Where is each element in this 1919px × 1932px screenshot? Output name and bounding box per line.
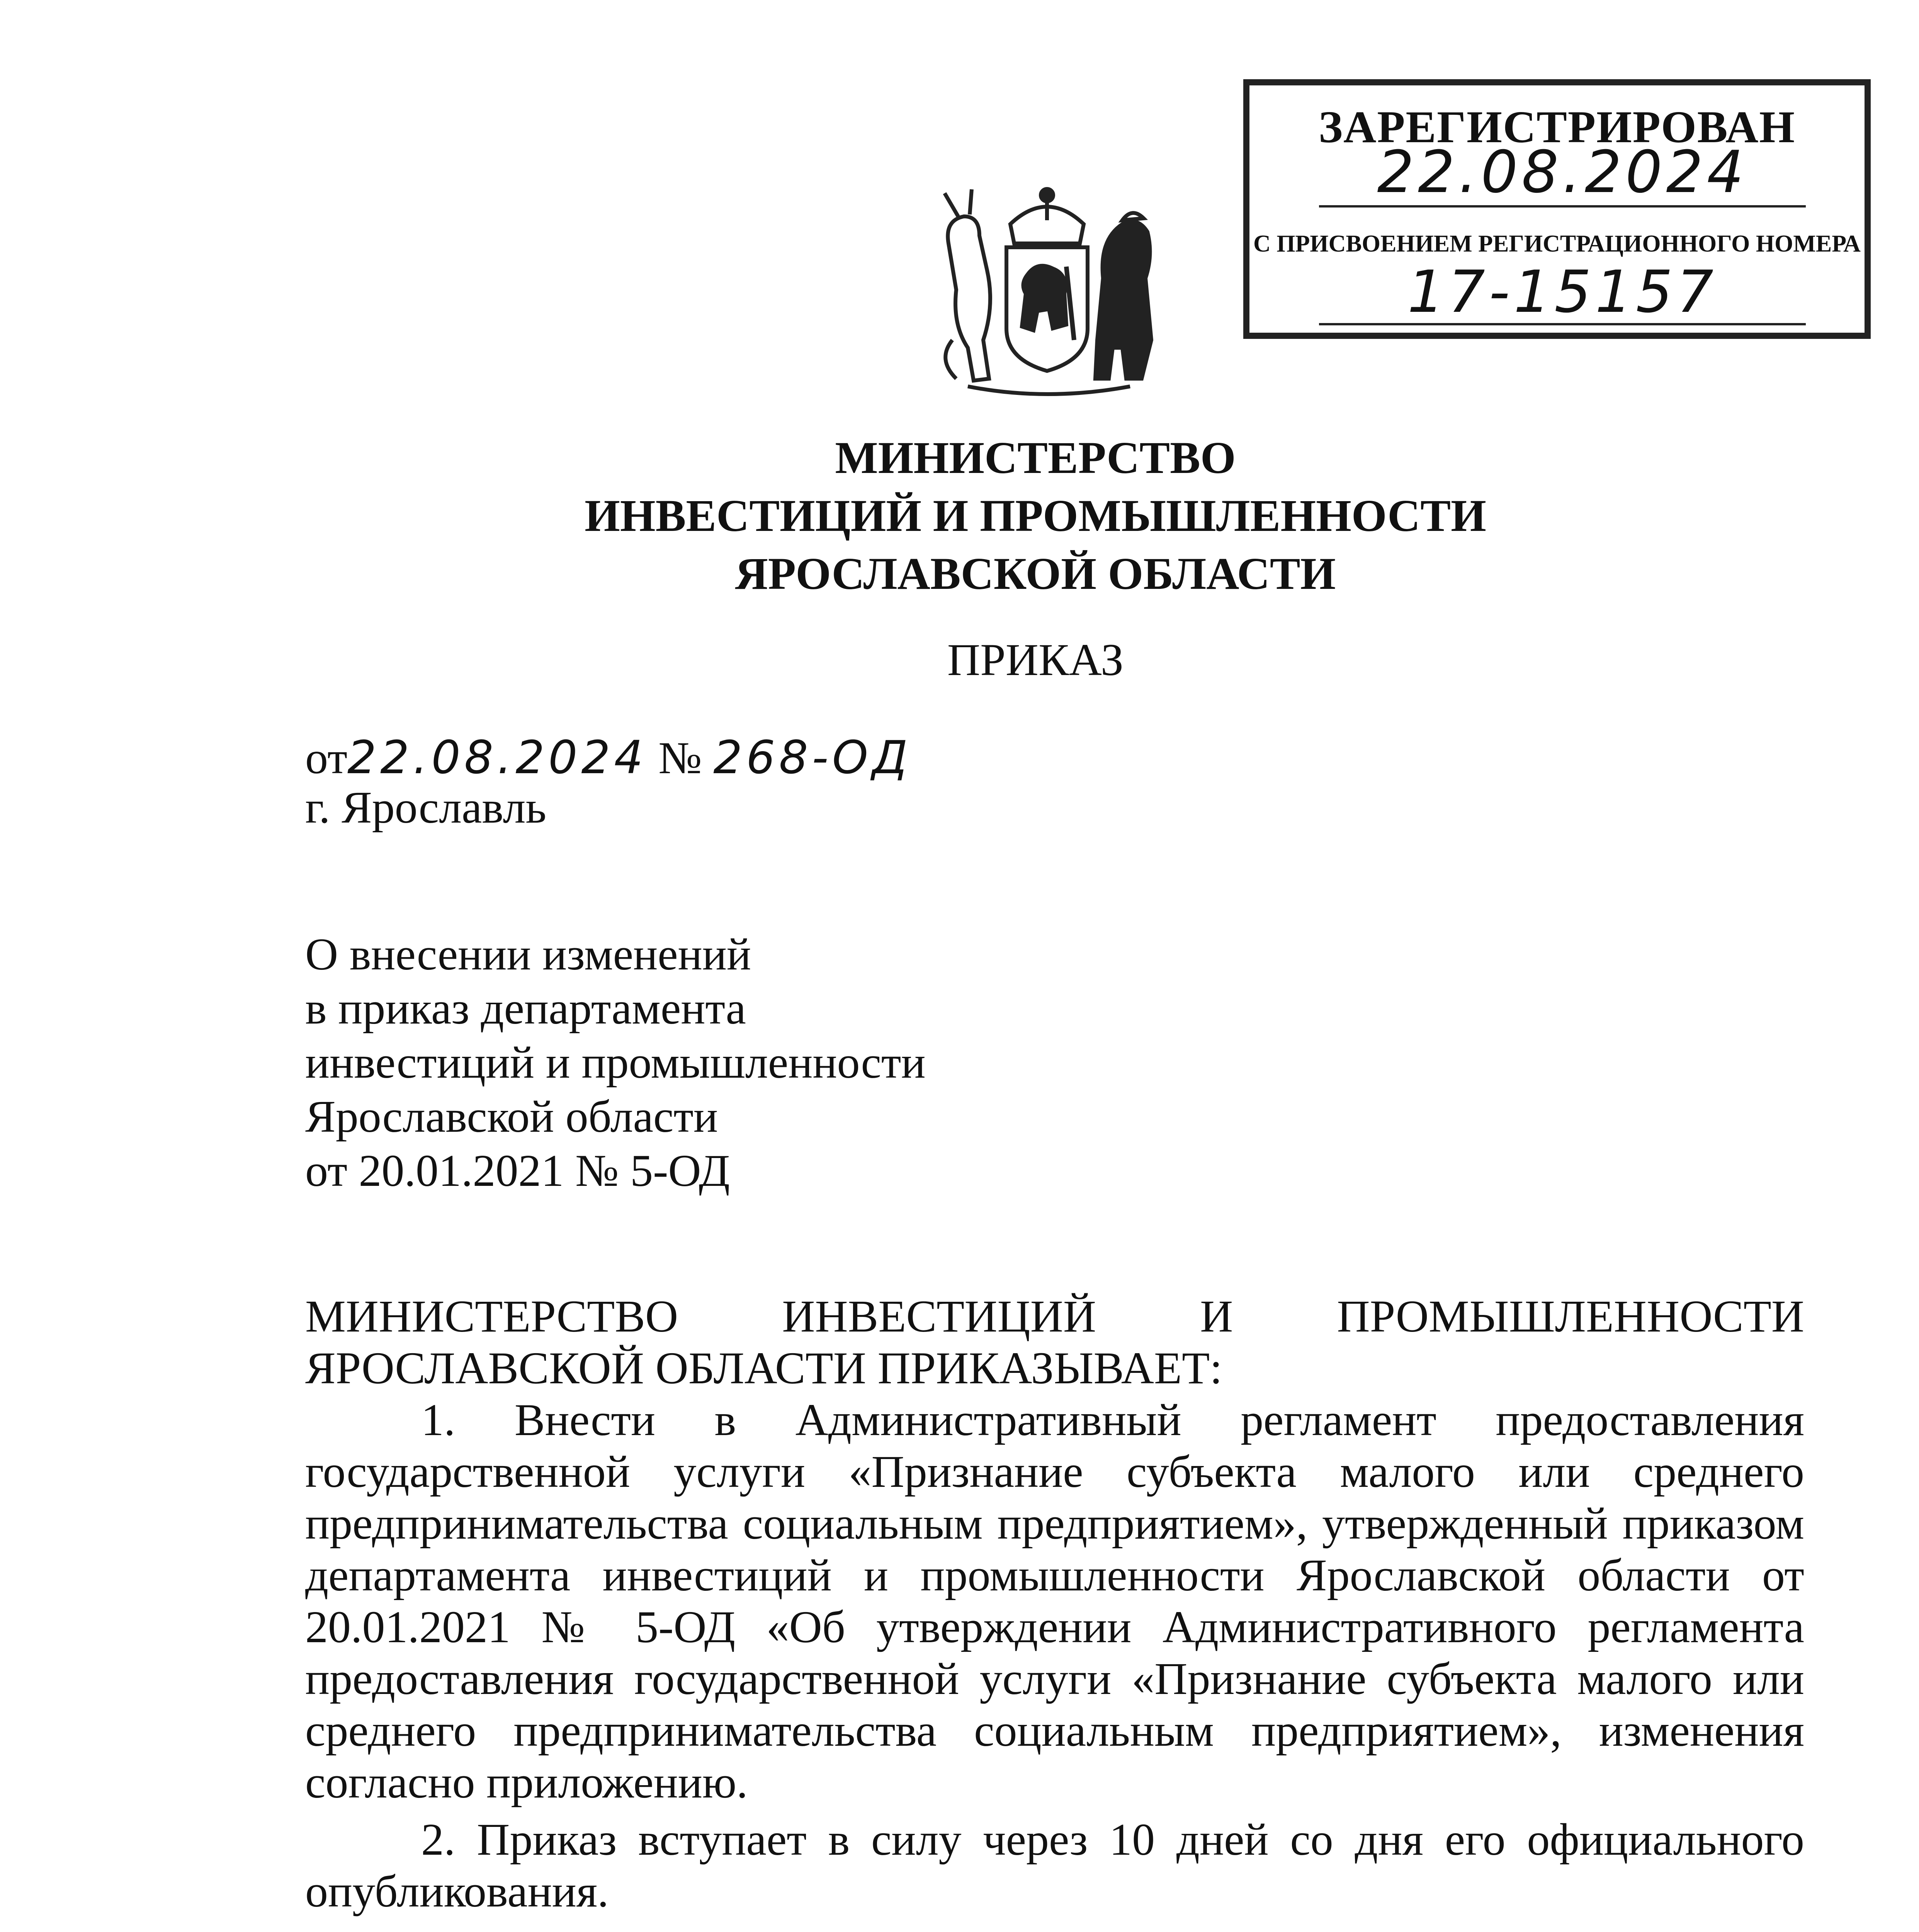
order-item-1: 1. Внести в Административный регламент предоставления государственной услуги «Признание субъекта малого или среднего предпринимательства социальным предприятием», утвержденный приказом департамента инвестиций и промышленности Ярославской области от 20.01.2021 № 5-ОД «Об утверждении Административного регламента предоставления государственной услуги «Признание субъекта малого или среднего предпринимательства социальным предприятием», изменения согласно приложению. (305, 1395, 1804, 1808)
subject-line: от 20.01.2021 № 5-ОД (305, 1145, 730, 1196)
number-prefix: № (658, 733, 702, 783)
order-body (305, 1291, 1804, 1917)
city: г. Ярославль (305, 782, 547, 833)
subject-line: О внесении изменений (305, 929, 751, 980)
preamble-line1: МИНИСТЕРСТВО ИНВЕСТИЦИЙ И ПРОМЫШЛЕННОСТИ (305, 1291, 1804, 1342)
date-prefix: от (305, 733, 348, 783)
stamp-date: 22.08.2024 (1319, 139, 1806, 207)
stamp-number: 17-15157 (1319, 261, 1806, 325)
order-date: 22.08.2024 (347, 731, 647, 784)
order-date-number (305, 730, 911, 785)
ministry-title-line2: ИНВЕСТИЦИЙ И ПРОМЫШЛЕННОСТИ (585, 490, 1486, 541)
coat-of-arms-icon (921, 178, 1173, 402)
stamp-title: ЗАРЕГИСТРИРОВАН (1318, 102, 1796, 152)
subject-line: в приказ департамента (305, 983, 746, 1034)
order-item-2: 2. Приказ вступает в силу через 10 дней со дня его официального опубликования. (305, 1814, 1804, 1917)
subject-line: Ярославской области (305, 1091, 718, 1142)
document-type: ПРИКАЗ (947, 634, 1124, 685)
subject-line: инвестиций и промышленности (305, 1037, 926, 1088)
registration-stamp (1243, 79, 1871, 339)
stamp-subtitle: С ПРИСВОЕНИЕМ РЕГИСТРАЦИОННОГО НОМЕРА (1253, 231, 1861, 257)
order-number: 268-ОД (713, 731, 912, 784)
ministry-title-line3: ЯРОСЛАВСКОЙ ОБЛАСТИ (735, 548, 1336, 599)
preamble-line2: ЯРОСЛАВСКОЙ ОБЛАСТИ ПРИКАЗЫВАЕТ: (305, 1343, 1222, 1393)
ministry-title-line1: МИНИСТЕРСТВО (835, 432, 1236, 483)
